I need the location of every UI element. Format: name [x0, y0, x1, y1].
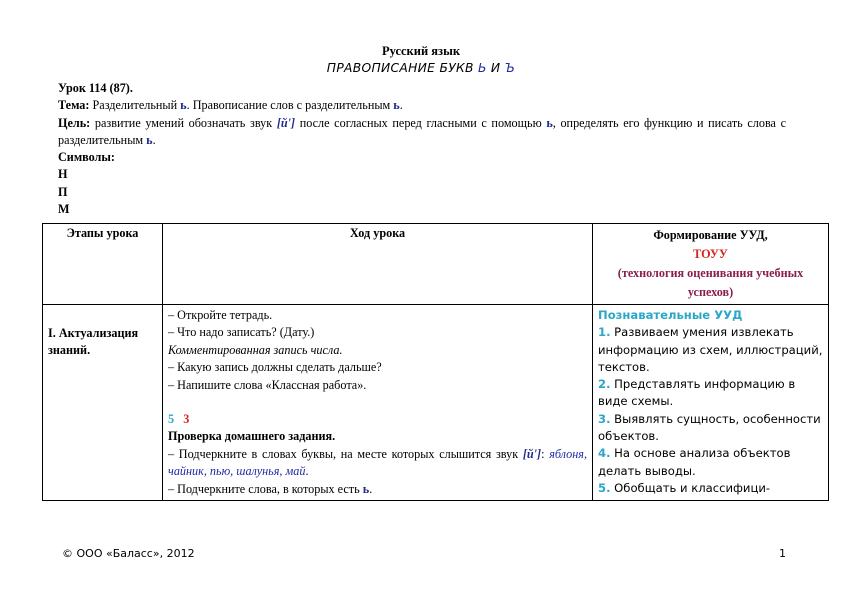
lesson-number: Урок 114 (87).	[58, 81, 133, 95]
symbol-m: М	[58, 202, 70, 217]
topic-hard-sign: Ъ	[504, 61, 516, 75]
task-underline-words: – Подчеркните слова, в которых есть ь.	[168, 481, 373, 496]
header-course: Ход урока	[163, 224, 593, 305]
header-stages: Этапы урока	[43, 224, 163, 305]
uud-item-2: 2. Представлять информацию в виде схемы.	[598, 377, 796, 409]
header-touu: ТОУУ	[693, 247, 728, 261]
lesson-topic	[0, 61, 842, 75]
subject-title: Русский язык	[381, 44, 461, 58]
step-what-to-write: – Что надо записать? (Дату.)	[168, 325, 315, 340]
table-header-row	[43, 224, 829, 305]
course-cell	[163, 305, 593, 501]
task-underline-letters: – Подчеркните в словах буквы, на месте которых слышится звук [й']: яблоня, чайник, пью, шалунья, май.	[168, 446, 587, 479]
uud-item-5: 5. Обобщать и классифици-	[598, 480, 771, 495]
uud-item-1: 1. Развиваем умения извлекать информацию из схем, иллюстраций, текстов.	[598, 325, 823, 374]
lesson-table	[42, 223, 829, 501]
homework-check-title: Проверка домашнего задания.	[168, 429, 336, 444]
task-words: яблоня, чайник, пью, шалунья, май	[168, 446, 587, 479]
step-next-record: – Какую запись должны сделать дальше?	[168, 360, 382, 375]
step-classwork: – Напишите слова «Классная работа».	[168, 377, 367, 392]
topic-and: И	[486, 61, 505, 75]
lesson-theme: Тема: Разделительный ь. Правописание слов с разделительным ь.	[58, 98, 403, 113]
topic-prefix: ПРАВОПИСАНИЕ БУКВ	[326, 61, 478, 75]
marker-3: 3	[183, 412, 190, 427]
symbol-n: Н	[58, 167, 68, 182]
symbol-markers	[168, 411, 587, 428]
step-commented-date: Комментированная запись числа.	[168, 342, 343, 357]
topic-soft-sign: Ь	[477, 61, 487, 75]
uud-item-4: 4. На основе анализа объектов делать выводы.	[598, 446, 791, 478]
step-open-notebook: – Откройте тетрадь.	[168, 308, 273, 322]
header-touu-desc: (технология оценивания учебных успехов)	[617, 266, 804, 299]
lesson-header	[58, 80, 786, 218]
uud-title: Познавательные УУД	[598, 308, 743, 322]
header-uud-line1: Формирование УУД,	[653, 228, 768, 242]
footer-copyright: © ООО «Баласс», 2012	[62, 547, 195, 560]
symbols-label: Символы:	[58, 150, 115, 165]
uud-item-3: 3. Выявлять сущность, особенности объектов.	[598, 411, 821, 444]
stage-label: I. Актуализация знаний.	[48, 326, 139, 357]
stage-cell	[43, 305, 163, 501]
header-uud	[593, 224, 829, 305]
uud-cell	[593, 305, 829, 501]
table-row	[43, 305, 829, 501]
marker-5: 5	[168, 412, 175, 427]
page-number: 1	[779, 547, 786, 560]
symbol-p: П	[58, 184, 68, 199]
lesson-goal: Цель: развитие умений обозначать звук [й'] после согласных перед гласными с помощью ь, определять его функцию и писать слова с разделительным ь.	[58, 115, 786, 147]
